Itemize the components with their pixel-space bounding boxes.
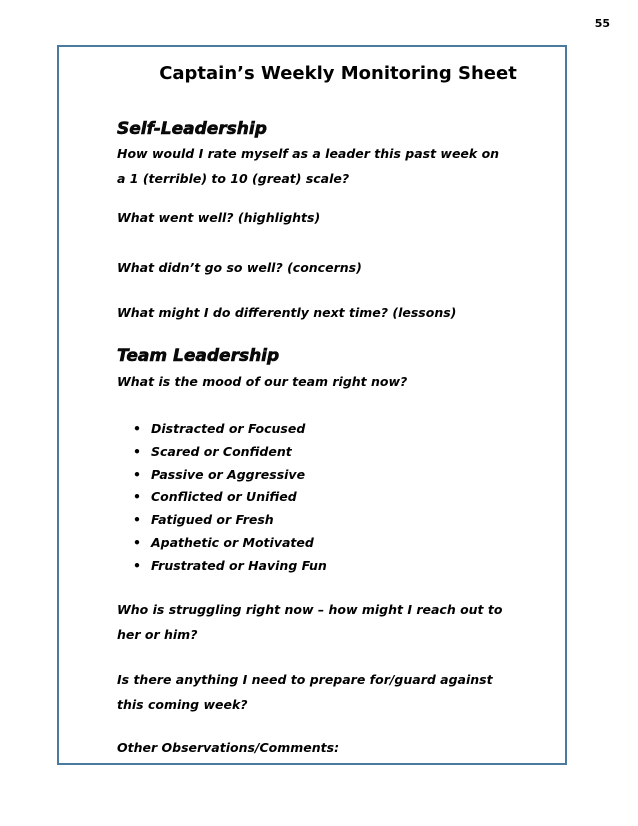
prepare-question-line-1: Is there anything I need to prepare for/guard against	[117, 672, 493, 687]
list-item	[133, 509, 327, 532]
went-well-question: What went well? (highlights)	[117, 210, 321, 225]
mood-option: Apathetic or Motivated	[151, 534, 314, 550]
mood-option: Scared or Confident	[151, 443, 292, 459]
mood-option: Conflicted or Unified	[151, 489, 297, 505]
rating-question-line-2: a 1 (terrible) to 10 (great) scale?	[117, 171, 350, 186]
page-number: 55	[594, 17, 610, 30]
other-observations-label: Other Observations/Comments:	[117, 740, 340, 755]
mood-option: Fatigued or Fresh	[151, 512, 274, 528]
mood-option: Distracted or Focused	[151, 421, 306, 436]
not-so-well-question: What didn’t go so well? (concerns)	[117, 260, 362, 275]
prepare-question-line-2: this coming week?	[117, 697, 248, 712]
struggling-question-line-1: Who is struggling right now – how might I reach out to	[117, 602, 503, 617]
list-item	[133, 555, 327, 578]
bullet-icon: •	[133, 489, 141, 505]
do-differently-question: What might I do differently next time? (lessons)	[117, 305, 457, 320]
struggling-question-line-2: her or him?	[117, 627, 198, 642]
sheet-title: Captain’s Weekly Monitoring Sheet	[159, 63, 517, 84]
mood-list	[133, 418, 327, 578]
bullet-icon: •	[133, 443, 141, 459]
self-leadership-heading: Self-Leadership	[117, 119, 267, 139]
bullet-icon: •	[133, 512, 141, 528]
rating-question-line-1: How would I rate myself as a leader this past week on	[117, 146, 500, 161]
bullet-icon: •	[133, 557, 141, 573]
list-item	[133, 486, 327, 509]
bullet-icon: •	[133, 534, 141, 550]
team-mood-question: What is the mood of our team right now?	[117, 374, 408, 389]
list-item	[133, 441, 327, 464]
mood-option: Frustrated or Having Fun	[151, 557, 327, 573]
list-item	[133, 418, 327, 441]
team-leadership-heading: Team Leadership	[117, 346, 280, 366]
bullet-icon: •	[133, 466, 141, 482]
list-item	[133, 464, 327, 487]
list-item	[133, 532, 327, 555]
mood-option: Passive or Aggressive	[151, 466, 306, 482]
bullet-icon: •	[133, 421, 141, 436]
